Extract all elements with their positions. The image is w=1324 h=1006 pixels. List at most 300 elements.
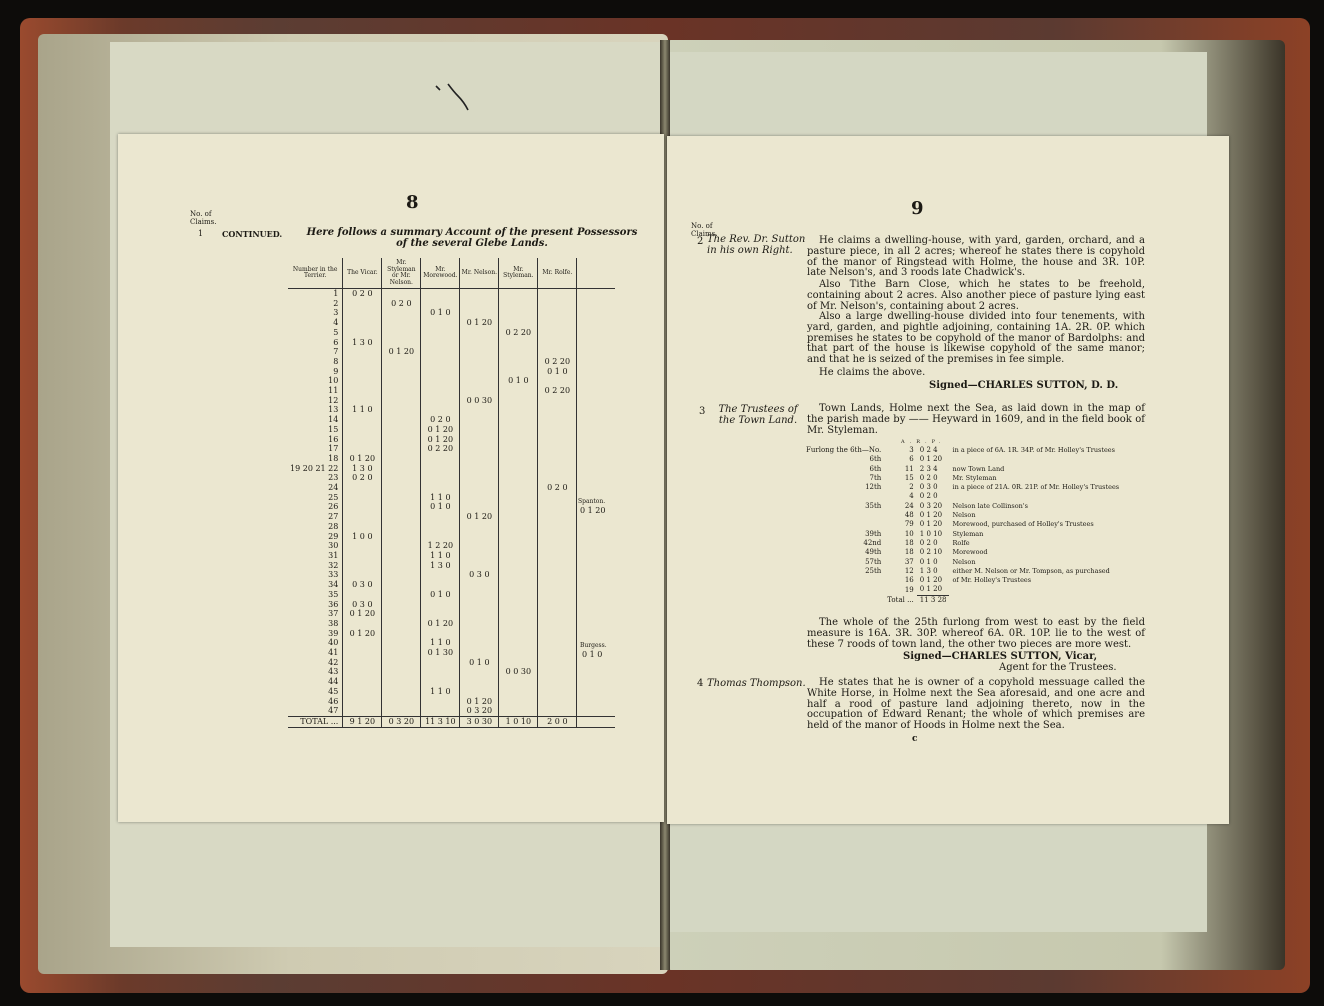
table-cell	[538, 677, 577, 687]
furlong-label: 39th	[865, 529, 882, 538]
table-cell: 0 1 20	[460, 697, 499, 707]
table-cell: 0 2 20	[421, 444, 460, 454]
spanton-label: Spanton.	[578, 498, 606, 505]
table-cell	[499, 289, 538, 299]
table-cell	[499, 483, 538, 493]
table-cell	[343, 502, 382, 512]
furlong-table	[803, 446, 1122, 605]
claim-2-text-4: He claims the above.	[819, 367, 926, 378]
table-cell	[421, 405, 460, 415]
table-cell	[460, 425, 499, 435]
page-9	[667, 136, 1229, 824]
table-cell	[460, 638, 499, 648]
table-cell	[499, 541, 538, 551]
table-row	[288, 541, 615, 551]
table-cell	[499, 454, 538, 464]
table-cell-spacer	[577, 328, 616, 338]
terrier-number: 44	[288, 677, 343, 687]
furlong-note: Morewood, purchased of Holley's Trustees	[952, 520, 1094, 529]
table-cell	[421, 299, 460, 309]
furlong-row	[803, 539, 1122, 548]
table-cell	[343, 687, 382, 697]
table-cell	[460, 308, 499, 318]
table-cell	[499, 706, 538, 716]
table-cell-spacer	[577, 600, 616, 610]
table-cell	[421, 464, 460, 474]
page-8	[118, 134, 664, 822]
table-cell	[421, 318, 460, 328]
table-row	[288, 706, 615, 716]
table-cell: 1 1 0	[421, 687, 460, 697]
furlong-number: 11	[904, 464, 914, 473]
table-cell	[421, 629, 460, 639]
furlong-measure: 0 2 0	[919, 473, 938, 482]
table-cell-spacer	[577, 405, 616, 415]
table-row	[288, 464, 615, 474]
table-cell	[382, 473, 421, 483]
furlong-row	[803, 511, 1122, 520]
table-cell	[460, 619, 499, 629]
table-cell: 0 2 0	[538, 483, 577, 493]
table-cell-spacer	[577, 376, 616, 386]
table-cell: 0 1 20	[421, 425, 460, 435]
furlong-measure: 0 1 20	[919, 576, 943, 585]
table-cell	[382, 648, 421, 658]
table-cell	[343, 415, 382, 425]
table-cell-spacer	[577, 444, 616, 454]
table-cell	[382, 570, 421, 580]
terrier-number: 42	[288, 658, 343, 668]
claim-2-name: The Rev. Dr. Sutton in his own Right.	[707, 234, 806, 256]
furlong-note: either M. Nelson or Mr. Tompson, as purchased	[952, 566, 1110, 575]
furlong-note: of Mr. Holley's Trustees	[952, 576, 1032, 585]
table-cell	[421, 706, 460, 716]
furlong-label: Furlong the 6th—No.	[806, 446, 882, 454]
table-cell	[343, 425, 382, 435]
table-cell	[499, 367, 538, 377]
table-cell-spacer	[577, 706, 616, 716]
table-cell	[499, 396, 538, 406]
table-row	[288, 376, 615, 386]
claim-3-signature-2: Agent for the Trustees.	[999, 662, 1117, 673]
table-row	[288, 405, 615, 415]
column-header: Mr. Morewood.	[421, 258, 460, 289]
terrier-number: 40	[288, 638, 343, 648]
table-cell	[460, 667, 499, 677]
table-cell	[421, 473, 460, 483]
table-cell-spacer	[577, 561, 616, 571]
table-cell: 0 1 20	[343, 609, 382, 619]
table-cell	[460, 328, 499, 338]
spanton-value: 0 1 20	[580, 506, 606, 515]
claim-4-name: Thomas Thompson.	[707, 678, 806, 689]
table-row	[288, 619, 615, 629]
table-cell	[382, 289, 421, 299]
table-cell	[343, 522, 382, 532]
furlong-number: 24	[904, 501, 914, 510]
furlong-note	[949, 455, 1122, 464]
furlong-note: in a piece of 21A. 0R. 21P. of Mr. Holley's Trustees	[952, 483, 1120, 492]
table-cell	[382, 367, 421, 377]
table-cell-spacer	[577, 396, 616, 406]
table-row	[288, 367, 615, 377]
table-cell	[499, 648, 538, 658]
table-cell	[421, 357, 460, 367]
table-cell	[421, 454, 460, 464]
furlong-row	[803, 548, 1122, 557]
table-cell	[421, 677, 460, 687]
terrier-number: 23	[288, 473, 343, 483]
table-cell	[499, 677, 538, 687]
table-cell	[538, 697, 577, 707]
claim-number: 1	[198, 229, 204, 238]
table-cell-spacer	[577, 541, 616, 551]
table-cell: 0 2 20	[538, 357, 577, 367]
table-cell	[538, 541, 577, 551]
table-cell	[421, 522, 460, 532]
table-cell: 0 2 0	[343, 473, 382, 483]
table-row	[288, 532, 615, 542]
table-cell	[382, 386, 421, 396]
table-cell	[499, 638, 538, 648]
claim-2-text-3: Also a large dwelling-house divided into four tenements, with yard, garden, and pightle adjoining, containing 1A. 2R. 0P. which premises he states to be copyhold of the manor of Bardolphs: and that part of the house is likewise copyhold of the same manor; and that he is seized of the premises in fee simple.	[807, 311, 1145, 366]
arp-header: A.R.P.	[901, 439, 946, 445]
terrier-number: 19 20 21 22	[288, 464, 343, 474]
furlong-row	[803, 483, 1122, 492]
claim-4-number: 4	[697, 678, 704, 689]
column-header: Mr. Styleman or Mr. Nelson.	[382, 258, 421, 289]
table-cell: 0 1 0	[499, 376, 538, 386]
table-row	[288, 444, 615, 454]
terrier-number: 43	[288, 667, 343, 677]
table-cell	[538, 376, 577, 386]
terrier-number: 27	[288, 512, 343, 522]
burgess-value: 0 1 0	[582, 650, 603, 659]
table-cell: 1 3 0	[343, 464, 382, 474]
table-cell	[343, 483, 382, 493]
table-cell	[460, 522, 499, 532]
furlong-measure: 0 3 0	[919, 483, 938, 492]
table-cell-spacer	[577, 609, 616, 619]
table-cell	[499, 308, 538, 318]
table-cell	[499, 338, 538, 348]
furlong-label: 6th	[869, 455, 882, 464]
table-cell	[343, 638, 382, 648]
total-spacer	[577, 716, 616, 727]
table-cell: 0 3 0	[343, 600, 382, 610]
furlong-label: 57th	[865, 557, 882, 566]
table-cell	[421, 328, 460, 338]
table-cell-spacer	[577, 619, 616, 629]
table-row	[288, 697, 615, 707]
table-cell	[499, 609, 538, 619]
table-cell	[538, 347, 577, 357]
table-cell: 0 0 30	[460, 396, 499, 406]
terrier-number: 28	[288, 522, 343, 532]
furlong-row	[803, 576, 1122, 585]
table-cell: 1 1 0	[343, 405, 382, 415]
table-cell-spacer	[577, 299, 616, 309]
table-cell	[343, 328, 382, 338]
table-cell	[499, 357, 538, 367]
table-cell	[382, 541, 421, 551]
table-cell-spacer	[577, 551, 616, 561]
table-cell-spacer	[577, 658, 616, 668]
furlong-number: 37	[904, 557, 914, 566]
terrier-number: 41	[288, 648, 343, 658]
table-cell	[421, 396, 460, 406]
table-cell	[460, 435, 499, 445]
furlong-number: 79	[904, 520, 914, 529]
table-cell	[460, 541, 499, 551]
terrier-number: 18	[288, 454, 343, 464]
furlong-label: 25th	[865, 566, 882, 575]
table-cell	[460, 609, 499, 619]
table-cell	[499, 347, 538, 357]
table-cell	[343, 658, 382, 668]
terrier-number: 12	[288, 396, 343, 406]
table-cell-spacer	[577, 357, 616, 367]
table-cell	[460, 687, 499, 697]
furlong-measure: 0 1 20	[919, 585, 943, 594]
table-row	[288, 289, 615, 299]
table-cell-spacer	[577, 483, 616, 493]
table-cell: 1 0 0	[343, 532, 382, 542]
table-row	[288, 677, 615, 687]
table-cell: 0 1 0	[421, 308, 460, 318]
pencil-mark	[434, 82, 474, 112]
terrier-number: 2	[288, 299, 343, 309]
table-cell: 0 1 20	[382, 347, 421, 357]
table-cell	[343, 396, 382, 406]
table-cell-spacer	[577, 590, 616, 600]
total-value: 0 3 20	[382, 716, 421, 727]
table-cell	[538, 667, 577, 677]
table-cell	[343, 444, 382, 454]
table-cell	[382, 318, 421, 328]
furlong-measure: 1 3 0	[919, 566, 938, 575]
table-cell	[382, 687, 421, 697]
table-cell	[460, 454, 499, 464]
table-cell: 1 1 0	[421, 638, 460, 648]
furlong-label	[803, 492, 884, 501]
table-cell	[382, 532, 421, 542]
table-cell	[538, 338, 577, 348]
table-cell	[538, 580, 577, 590]
table-cell	[460, 473, 499, 483]
table-row	[288, 338, 615, 348]
furlong-note: Nelson late Collinson's	[952, 501, 1028, 510]
continued-label: CONTINUED.	[222, 229, 283, 239]
table-cell: 0 1 0	[460, 658, 499, 668]
claim-2-text: He claims a dwelling-house, with yard, garden, orchard, and a pasture piece, in all 2 acres; whereof he states there is copyhold of the manor of Ringstead with Holme, the house and 3R. 10P. late Nelson's, and 3 roods late Chadwick's.	[807, 235, 1145, 279]
table-cell	[343, 318, 382, 328]
table-cell: 0 1 0	[421, 590, 460, 600]
table-cell: 0 2 0	[382, 299, 421, 309]
table-cell	[343, 697, 382, 707]
table-cell	[382, 638, 421, 648]
table-cell: 0 3 0	[343, 580, 382, 590]
table-cell	[538, 405, 577, 415]
claim-2-number: 2	[697, 236, 704, 247]
table-cell	[343, 493, 382, 503]
table-cell	[382, 396, 421, 406]
table-cell: 0 1 20	[421, 619, 460, 629]
table-row	[288, 308, 615, 318]
table-cell	[499, 318, 538, 328]
table-cell	[460, 386, 499, 396]
furlong-row	[803, 558, 1122, 567]
table-cell: 0 3 0	[460, 570, 499, 580]
table-row	[288, 425, 615, 435]
table-row	[288, 600, 615, 610]
table-row	[288, 493, 615, 503]
table-cell	[343, 570, 382, 580]
furlong-note: Nelson	[952, 557, 976, 566]
table-cell	[382, 444, 421, 454]
table-cell	[538, 561, 577, 571]
table-cell	[460, 551, 499, 561]
furlong-number: 10	[904, 529, 914, 538]
table-cell	[343, 357, 382, 367]
burgess-label: Burgess.	[580, 642, 607, 649]
furlong-measure: 0 2 4	[919, 446, 938, 454]
table-cell	[382, 697, 421, 707]
table-row	[288, 357, 615, 367]
table-cell	[499, 590, 538, 600]
table-cell	[538, 522, 577, 532]
table-cell	[343, 386, 382, 396]
table-cell: 0 0 30	[499, 667, 538, 677]
table-cell-spacer	[577, 425, 616, 435]
column-header: Mr. Styleman.	[499, 258, 538, 289]
table-cell	[538, 658, 577, 668]
table-row	[288, 551, 615, 561]
furlong-note: Mr. Styleman	[952, 473, 997, 482]
furlong-row	[803, 455, 1122, 464]
furlong-note	[949, 585, 1122, 595]
table-cell	[382, 580, 421, 590]
table-cell	[421, 600, 460, 610]
total-value: 9 1 20	[343, 716, 382, 727]
table-cell	[421, 512, 460, 522]
table-cell	[499, 415, 538, 425]
table-cell	[499, 444, 538, 454]
table-cell	[499, 464, 538, 474]
table-cell	[460, 357, 499, 367]
table-cell	[499, 473, 538, 483]
table-cell	[460, 590, 499, 600]
table-cell	[382, 522, 421, 532]
table-cell: 0 2 20	[538, 386, 577, 396]
terrier-number: 6	[288, 338, 343, 348]
table-cell	[538, 318, 577, 328]
table-cell	[421, 658, 460, 668]
table-cell	[538, 464, 577, 474]
table-cell: 0 2 0	[421, 415, 460, 425]
table-cell-spacer	[577, 629, 616, 639]
table-cell	[421, 347, 460, 357]
table-cell	[499, 502, 538, 512]
table-cell	[382, 435, 421, 445]
claim-2-text-2: Also Tithe Barn Close, which he states to be freehold, containing about 2 acres. Also another piece of pasture lying east of Mr. Nelson's, containing about 2 acres.	[807, 279, 1145, 312]
table-cell	[421, 532, 460, 542]
furlong-label	[803, 520, 884, 529]
furlong-number: 15	[904, 473, 914, 482]
table-cell	[460, 629, 499, 639]
table-cell	[460, 444, 499, 454]
claims-header: No. of Claims.	[190, 210, 217, 226]
claim-3-text-2: The whole of the 25th furlong from west to east by the field measure is 16A. 3R. 30P. whereof 6A. 0R. 10P. lie to the west of these 7 roods of town land, the other two pieces are more west.	[807, 617, 1145, 650]
table-row	[288, 687, 615, 697]
table-cell	[538, 629, 577, 639]
table-cell	[499, 580, 538, 590]
table-cell	[343, 435, 382, 445]
table-row	[288, 318, 615, 328]
terrier-number: 5	[288, 328, 343, 338]
furlong-number: 2	[909, 483, 914, 492]
terrier-number: 46	[288, 697, 343, 707]
table-cell	[382, 338, 421, 348]
furlong-measure: 0 1 0	[919, 557, 938, 566]
terrier-number: 37	[288, 609, 343, 619]
table-cell-spacer	[577, 289, 616, 299]
claim-3-number: 3	[699, 406, 706, 417]
table-cell	[538, 328, 577, 338]
table-cell	[538, 648, 577, 658]
table-cell: 0 2 0	[343, 289, 382, 299]
table-cell	[499, 561, 538, 571]
terrier-number: 13	[288, 405, 343, 415]
table-cell-spacer	[577, 473, 616, 483]
furlong-total-value: 11 3 28	[917, 595, 950, 605]
table-cell	[460, 493, 499, 503]
table-cell	[382, 629, 421, 639]
table-row	[288, 561, 615, 571]
signature-mark: c	[912, 734, 918, 744]
table-cell	[538, 532, 577, 542]
table-cell	[421, 376, 460, 386]
furlong-row	[803, 465, 1122, 474]
table-cell	[382, 590, 421, 600]
table-row	[288, 502, 615, 512]
table-cell	[382, 483, 421, 493]
table-cell	[460, 648, 499, 658]
furlong-label: 49th	[865, 548, 882, 557]
furlong-measure: 0 2 0	[919, 492, 938, 501]
table-row	[288, 522, 615, 532]
table-cell: 1 1 0	[421, 493, 460, 503]
furlong-note	[949, 492, 1122, 501]
table-cell-spacer	[577, 338, 616, 348]
claim-3-signature: Signed—CHARLES SUTTON, Vicar,	[903, 651, 1098, 662]
table-row	[288, 454, 615, 464]
furlong-label: 35th	[865, 501, 882, 510]
furlong-row	[803, 520, 1122, 529]
table-cell-spacer	[577, 677, 616, 687]
table-cell	[343, 677, 382, 687]
page-number: 8	[406, 192, 419, 213]
table-cell	[382, 561, 421, 571]
furlong-note: in a piece of 6A. 1R. 34P. of Mr. Holley's Trustees	[952, 446, 1115, 454]
table-cell	[499, 600, 538, 610]
terrier-number: 39	[288, 629, 343, 639]
terrier-number: 15	[288, 425, 343, 435]
furlong-measure: 0 1 20	[919, 520, 943, 529]
furlong-number: 18	[904, 548, 914, 557]
furlong-label: 42nd	[863, 538, 882, 547]
table-cell	[343, 648, 382, 658]
